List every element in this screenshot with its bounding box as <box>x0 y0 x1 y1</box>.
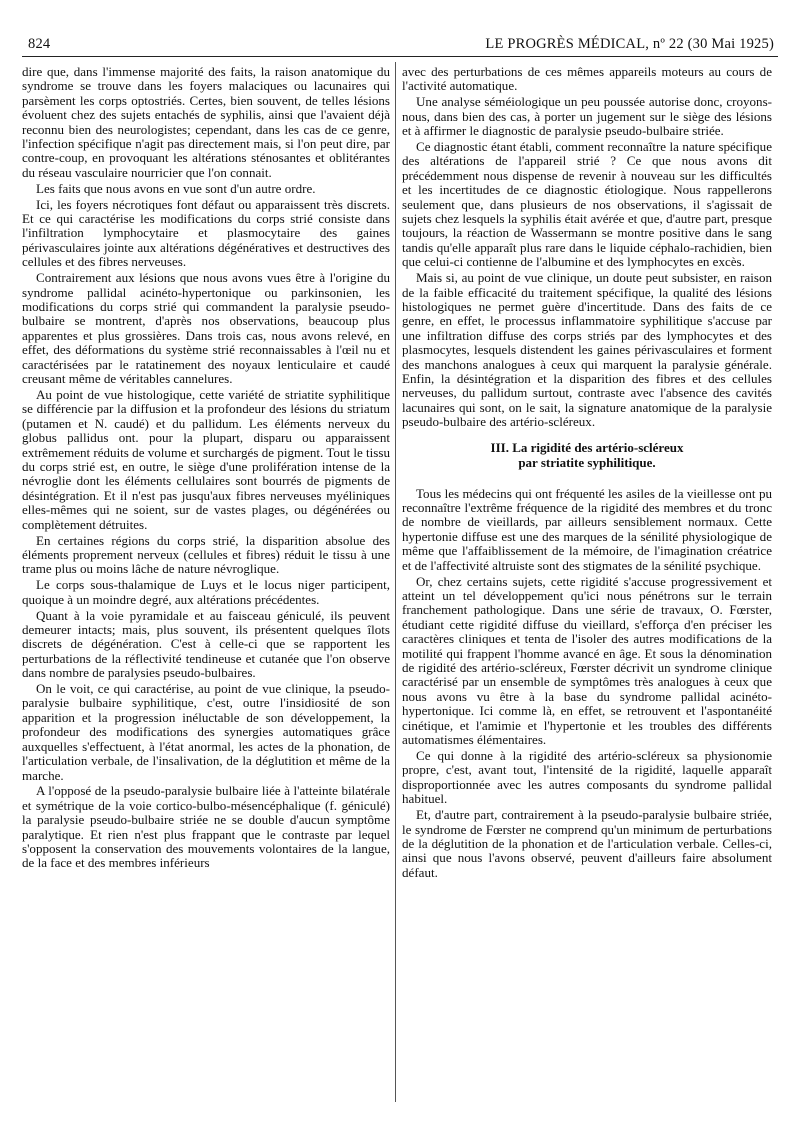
paragraph: Quant à la voie pyramidale et au faisceau géniculé, ils peuvent demeurer intacts; mais, plus souvent, ils présentent quelques îlots discrets de dégénération. C'est à celle-ci que se rapportent les perturbations de la réflectivité tendineuse et cutanée que l'on observe dans nombre de paralysies pseudo-bulbaires. <box>22 607 390 681</box>
right-column <box>402 65 772 882</box>
paragraph: Or, chez certains sujets, cette rigidité s'accuse progressivement et atteint un tel développement qu'ici nous pénétrons sur le terrain franchement pathologique. Dans une série de travaux, O. Fœrster, étudiant cette rigidité diffuse du vieillard, s'efforça d'en préciser les caractères cliniques et tenta de l'isoler des autres modifications de la motilité qui frappent l'homme avancé en âge. Et sous la dénomination de rigidité des artério-scléreux, Fœrster décrivit un syndrome clinique caractérisé par un ensemble de symptômes très analogues à ceux que nous avons vu être à la base du syndrome pallidal acinéto-hypertonique. Ici comme là, en effet, se retrouvent et l'aspontanéité cinétique, et l'amimie et l'hypertonie et les troubles des différents automatismes élémentaires. <box>402 573 772 748</box>
paragraph: On le voit, ce qui caractérise, au point de vue clinique, la pseudo-paralysie bulbaire syphilitique, c'est, outre l'insidiosité de son apparition et la progression inéluctable de son développement, la profondeur des modifications des synergies automatiques grâce auxquelles s'effectuent, à l'état anormal, les actes de la phonation, de l'articulation verbale, de l'insalivation, de la déglutition et même de la marche. <box>22 681 390 783</box>
page-number: 824 <box>28 36 51 52</box>
paragraph: Une analyse séméiologique un peu poussée autorise donc, croyons-nous, dans bien des cas, à porter un jugement sur le siège des lésions et à affirmer le diagnostic de paralysie pseudo-bulbaire striée. <box>402 94 772 139</box>
paragraph: A l'opposé de la pseudo-paralysie bulbaire liée à l'atteinte bilatérale et symétrique de la voie cortico-bulbo-mésencéphalique (f. géniculé) la paralysie pseudo-bulbaire striée ne se double d'aucun symptôme paralytique. Et rien n'est plus frappant que le contraste par lequel s'opposent la conservation des mouvements volontaires de la langue, de la face et des membres inférieurs <box>22 783 390 871</box>
section-heading-line: III. La rigidité des artério-scléreux <box>490 439 684 455</box>
paragraph: Mais si, au point de vue clinique, un doute peut subsister, en raison de la faible efficacité du traitement spécifique, la qualité des lésions histologiques ne permet guère d'incertitude. Dans des faits de ce genre, en effet, le processus inflammatoire syphilitique s'accuse par une infiltration diffuse des corps striés par des lymphocytes et des plasmocytes, lesquels distendent les gaines périvasculaires et forment des manchons analogues à ceux qui marquent la paralysie générale. Enfin, la désintégration et la disparition des fibres et des cellules nerveuses, du pallidum surtout, contraste avec l'absence des cavités lacunaires qui sont, on le sait, la signature anatomique de la paralysie pseudo-bulbaire des artério-scléreux. <box>402 270 772 430</box>
paragraph: Et, d'autre part, contrairement à la pseudo-paralysie bulbaire striée, le syndrome de Fœrster ne comprend qu'un minimum de perturbations de la déglutition de la phonation et de l'articulation verbale. Celles-ci, ainsi que nous l'avons observé, peuvent d'ailleurs faire absolument défaut. <box>402 807 772 880</box>
journal-title: LE PROGRÈS MÉDICAL, nº 22 (30 Mai 1925) <box>485 36 774 52</box>
paragraph: En certaines régions du corps strié, la disparition absolue des éléments proprement nerveux (cellules et fibres) réduit le tissu à une trame plus ou moins lâche de nature névroglique. <box>22 532 390 577</box>
paragraph: Au point de vue histologique, cette variété de striatite syphilitique se différencie par la diffusion et la profondeur des lésions du striatum (putamen et N. caudé) et du pallidum. Les éléments nerveux du globus pallidus ont. pour la plupart, disparu ou apparaissent extrêmement réduits de volume et surchargés de pigment. Tout le tissu du corps strié est, en outre, le siège d'une prolifération intense de la névroglie dont les éléments cellulaires sont bourrés de pigments de désintégration. Et il n'est pas jusqu'aux fibres nerveuses myéliniques elles-mêmes qui ne soient, sur de vastes plages, ou dégénérées ou complètement détruites. <box>22 386 390 532</box>
left-column <box>22 65 390 872</box>
paragraph: Ce qui donne à la rigidité des artério-scléreux sa physionomie propre, c'est, avant tout, l'intensité de la rigidité, laquelle apparaît disproportionnée avec les autres composants du syndrome pallidal habituel. <box>402 747 772 807</box>
paragraph: Tous les médecins qui ont fréquenté les asiles de la vieillesse ont pu reconnaître l'extrême fréquence de la rigidité des membres et du tronc de nombre de vieillards, par ailleurs sensiblement normaux. Cette hypertonie diffuse est une des marques de la sénilité physiologique de même que l'affaiblissement de la mémoire, de l'imagination créatrice et de l'affectivité altruiste sont des stigmates de la sénilité psychique. <box>402 485 772 573</box>
section-heading-line: par striatite syphilitique. <box>518 454 656 470</box>
section-heading <box>402 440 772 470</box>
page-header <box>22 30 778 57</box>
paragraph: Ici, les foyers nécrotiques font défaut ou apparaissent très discrets. Et ce qui caractérise les modifications du corps strié consiste dans l'infiltration lymphocytaire et plasmocytaire des gaines périvasculaires jointe aux altérations dégénératives et destructives des cellules et des fibres nerveuses. <box>22 196 390 270</box>
paragraph: Les faits que nous avons en vue sont d'un autre ordre. <box>36 180 316 196</box>
paragraph: Le corps sous-thalamique de Luys et le locus niger participent, quoique à un moindre degré, aux altérations précédentes. <box>22 577 390 607</box>
paragraph: dire que, dans l'immense majorité des faits, la raison anatomique du syndrome se trouve dans les foyers malaciques ou lacunaires qui parsèment les corps optostriés. Certes, bien souvent, de telles lésions évoluent chez des sujets entachés de syphilis, ainsi que l'avaient déjà reconnu bien des neurologistes; cependant, dans les cas de ce genre, l'infection spécifique n'agit pas directement mais, si l'on peut dire, par contre-coup, en provoquant les altérations sténosantes et oblitérantes du réseau vasculaire nourricier que l'on connait. <box>22 64 390 180</box>
paragraph: Contrairement aux lésions que nous avons vues être à l'origine du syndrome pallidal acinéto-hypertonique ou parkinsonien, les modifications du corps strié qui commandent la paralysie pseudo-bulbaire se montrent, d'après nos observations, beaucoup plus apparentes et plus grossières. Dans trois cas, nous avons relevé, en effet, des déformations du système strié reconnaissables à l'œil nu et caractérisées par le ratatinement des noyaux lenticulaire et caudé creusant même de véritables cannelures. <box>22 270 390 387</box>
paragraph: avec des perturbations de ces mêmes appareils moteurs au cours de l'activité automatique. <box>402 64 772 94</box>
column-divider <box>395 62 396 1102</box>
paragraph: Ce diagnostic étant établi, comment reconnaître la nature spécifique des altérations de l'appareil strié ? Ce que nous avons dit précédemment nous dispense de revenir à nouveau sur les difficultés et les incertitudes de ce diagnostic étiologique. Nous rappellerons seulement que, dans plusieurs de nos observations, il s'agissait de sujets chez lesquels la syphilis était avérée et que, d'autre part, presque toujours, la réaction de Wassermann se montre positive dans le sang tandis qu'elle apparaît plus rare dans le liquide céphalo-rachidien, bien que celui-ci contienne de l'albumine et des lymphocytes en excès. <box>402 139 772 270</box>
